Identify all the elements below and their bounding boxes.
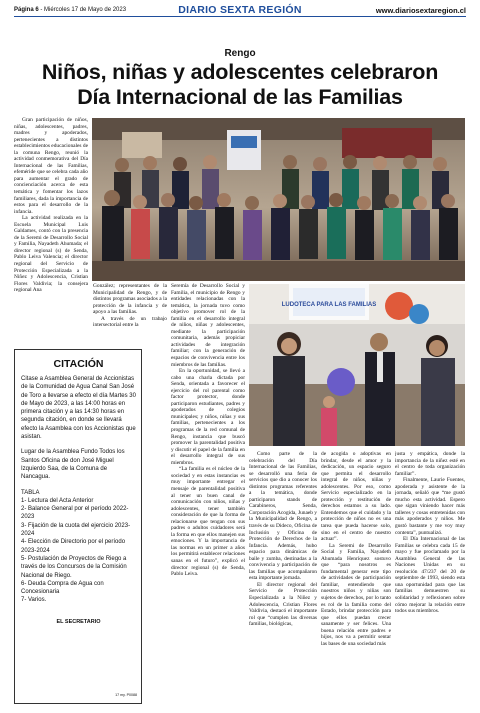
agenda-item: 1- Lectura del Acta Anterior bbox=[21, 497, 94, 504]
citation-place: Lugar de la Asamblea Fundo Todos los Santos Oficina de don José Miguel Izquierdo Saa, de la Comuna de Nancagua. bbox=[21, 449, 125, 481]
paragraph: En la oportunidad, se llevó a cabo una charla dictada por Senda, orientada a favorecer el ejercicio del rol parental como factor protector, donde participaron estudiantes, padres y apoderados de colegios municipales; y niños, niñas y sus familias, pertenecientes a los programas de la red comunal de Rengo, instancia que buscó promover la parentalidad positiva y discutir el papel de la familia en el desarrollo integral de sus miembros. bbox=[171, 368, 245, 466]
article-column-3 bbox=[171, 283, 245, 703]
article-column-5 bbox=[321, 451, 391, 703]
group-photo-illustration bbox=[92, 118, 465, 281]
paragraph: Seremía de Desarrollo Social y Familia, el municipio de Rengo y entidades relacionadas con la temática, la jornada tuvo como objetivo promover rol de la familia en el desarrollo integral de niños, niñas y adolescentes, mediante la participación comunitaria, además propiciar actividades de integración familiar; con la generación de espacios de convivencia entre los miembros de las familias. bbox=[171, 283, 245, 368]
headline-line-1: Niños, niñas y adolescentes celebraron bbox=[41, 60, 439, 84]
paragraph: de acogida o adoptivas en brindar, desde el amor y la dedicación, un espacio seguro que permita el desarrollo integral de niños, niñas y adolescentes. Por eso, como Servicio especializado en la protección y restitución de derechos estamos a su lado. Entendemos que el cuidado y la protección de niños no es una tarea que pueda hacerse solo, sino en el centro de nuestro actuar”. bbox=[321, 451, 391, 543]
article-column-1 bbox=[14, 117, 88, 343]
paragraph: Gran participación de niños, niñas, adolescentes, padres, madres y apoderados, pertenecientes a distintos establecimientos educacionales de la comuna Rengo, reunió la actividad conmemorativa del Día Internacional de las Familias, efeméride que se celebra cada año para aumentar el grado de concienciación acerca de esta temática y fomentar los lazos familiares, dada la importancia de estos para el desarrollo de la infancia. bbox=[14, 117, 88, 215]
paragraph: justa y empática, donde la importancia de la niñez esté en el centro de toda organización familiar”. bbox=[395, 451, 465, 477]
website-url: www.diariosextaregion.cl bbox=[375, 6, 466, 15]
paragraph: A través de un trabajo intersectorial entre la bbox=[93, 315, 167, 329]
event-photo-illustration bbox=[249, 284, 465, 446]
agenda-item: 7- Varios. bbox=[21, 597, 47, 604]
paragraph: El Día Internacional de las Familias se celebra cada 15 de mayo y fue proclamado por la Asamblea General de las Naciones Unidas en su resolución 47/237 del 20 de septiembre de 1993, siendo esta una oportunidad para que las familias demuestren su solidaridad y reflexionen sobre cómo mejorar la relación entre todos sus miembros. bbox=[395, 536, 465, 615]
page-number: Página 6 bbox=[14, 7, 39, 13]
agenda-item: 4- Elección de Directorio por el período 2023-2024 bbox=[21, 539, 126, 554]
agenda-item: 6- Deuda Compra de Agua con Concesionaria bbox=[21, 580, 104, 596]
event-photo bbox=[249, 284, 465, 446]
citation-agenda bbox=[21, 497, 136, 605]
ad-code: 17 my. P0088 bbox=[115, 693, 137, 697]
agenda-item: 3- Fijación de la cuota del ejercicio 2023-2024 bbox=[21, 522, 131, 538]
citation-text bbox=[21, 375, 136, 605]
citation-notice bbox=[14, 349, 142, 704]
agenda-item: 5- Postulación de Proyectos de Riego a través de los Concursos de la Comisión Nacional de Riego. bbox=[21, 555, 127, 579]
citation-body: Citase a Asamblea General de Accionistas de la Comunidad de Agua Canal San José de Toro a llevarse a efecto el día Martes 30 de Mayo de 2023, a las 14:00 horas en primera citación y a las 14:30 horas en segunda citación, en donde se llevará efecto la Asamblea con los Accionistas que asistan. bbox=[21, 376, 136, 441]
citation-signature: EL SECRETARIO bbox=[56, 618, 101, 625]
page-date-line bbox=[14, 7, 126, 13]
paragraph: Finalmente, Laurie Fuentes, apoderada y asistente de la jornada, señaló que “me gustó mucho esta actividad. Espero que sigan viniendo hacer más talleres y cosas entretenidas con más apoderados y niños. Me gustó bastante y me voy muy contenta”, puntualizó. bbox=[395, 477, 465, 536]
paragraph: González; representantes de la Municipalidad de Rengo, y de distintos programas asociados a la protección de la infancia y de apoyo a las familias. bbox=[93, 283, 167, 316]
paragraph: La actividad realizada en la Escuela Municipal Luis Galdames, contó con la presencia de la Seremi de Desarrollo Social y Familia, Nayadeth Ahumada; el director regional (s) de Senda, Pablo Leiva Valencia; el director regional del Servicio de Protección Especializada a la Niñez y Adolescencia, Cristian Flores Valdivia; la consejera regional Ana bbox=[14, 215, 88, 294]
citation-title: CITACIÓN bbox=[53, 358, 104, 370]
article-column-2 bbox=[93, 283, 167, 343]
banner-text: LUDOTECA PARA LAS FAMILIAS bbox=[281, 302, 377, 308]
headline-line-2: Día Internacional de las Familias bbox=[77, 85, 403, 109]
issue-date: - Miércoles 17 de Mayo de 2023 bbox=[38, 7, 127, 13]
paragraph: “La familia es el núcleo de la sociedad y en estas instancias es muy importante entregar el mensaje de parentalidad positiva al tener un buen canal de comunicación con niños, niñas y adolescentes, tener también consideración de que la forma de relacionarse que tengan con sus padres o adultos cuidadores será la forma en que ellos manejen sus emociones. Y la importancia de las normas en un primer a años los permitirá establecer relaciones sanas en el futuro”, explicó el director regional (s) de Senda, Pablo Leiva. bbox=[171, 466, 245, 578]
newspaper-name: DIARIO SEXTA REGIÓN bbox=[178, 4, 302, 16]
group-photo bbox=[92, 118, 465, 281]
paragraph: Como parte de la celebración del Día Internacional de las Familias, se desarrolló una feria de servicios que dio a conocer los distintos programas referentes a la temática, donde participaron stands de Carabineros, Senda, Corporación Acogida, Junaeb y la Municipalidad de Rengo, a través de su Dideco, Oficina de Inclusión y Oficina de Protección de Derechos de la Infancia. Además, hubo espacio para dinámicas de baile y zumba, destinadas a la convivencia y participación de las familias que acompañaron esta importante jornada. bbox=[249, 451, 317, 582]
article-column-6 bbox=[395, 451, 465, 703]
paragraph: El director regional del Servicio de Protección Especializada a la Niñez y Adolescencia, Cristian Flores Valdivia, destacó el importante rol que “cumplen las diversas familias, biológicas, bbox=[249, 581, 317, 628]
section-kicker: Rengo bbox=[224, 48, 256, 59]
headline bbox=[10, 60, 470, 110]
agenda-item: 2- Balance General por el período 2022-2023 bbox=[21, 506, 129, 521]
article-column-4 bbox=[249, 451, 317, 703]
paragraph: La Seremi de Desarrollo Social y Familia, Nayadeth Ahumada Henríquez sostuvo que “para nosotros es fundamental generar este tipo de actividades de participación familiar, entendiendo que nuestros niños y niñas son sujetos de derechos, por lo tanto es rol de la familia como del Estado, brindar protección para que ellos puedan crecer sanamente y ser felices. Una buena relación entre padres e hijos, nos va a permitir sentar las bases de una sociedad más bbox=[321, 542, 391, 647]
header-rule bbox=[14, 16, 466, 17]
citation-agenda-title: TABLA bbox=[21, 489, 40, 496]
